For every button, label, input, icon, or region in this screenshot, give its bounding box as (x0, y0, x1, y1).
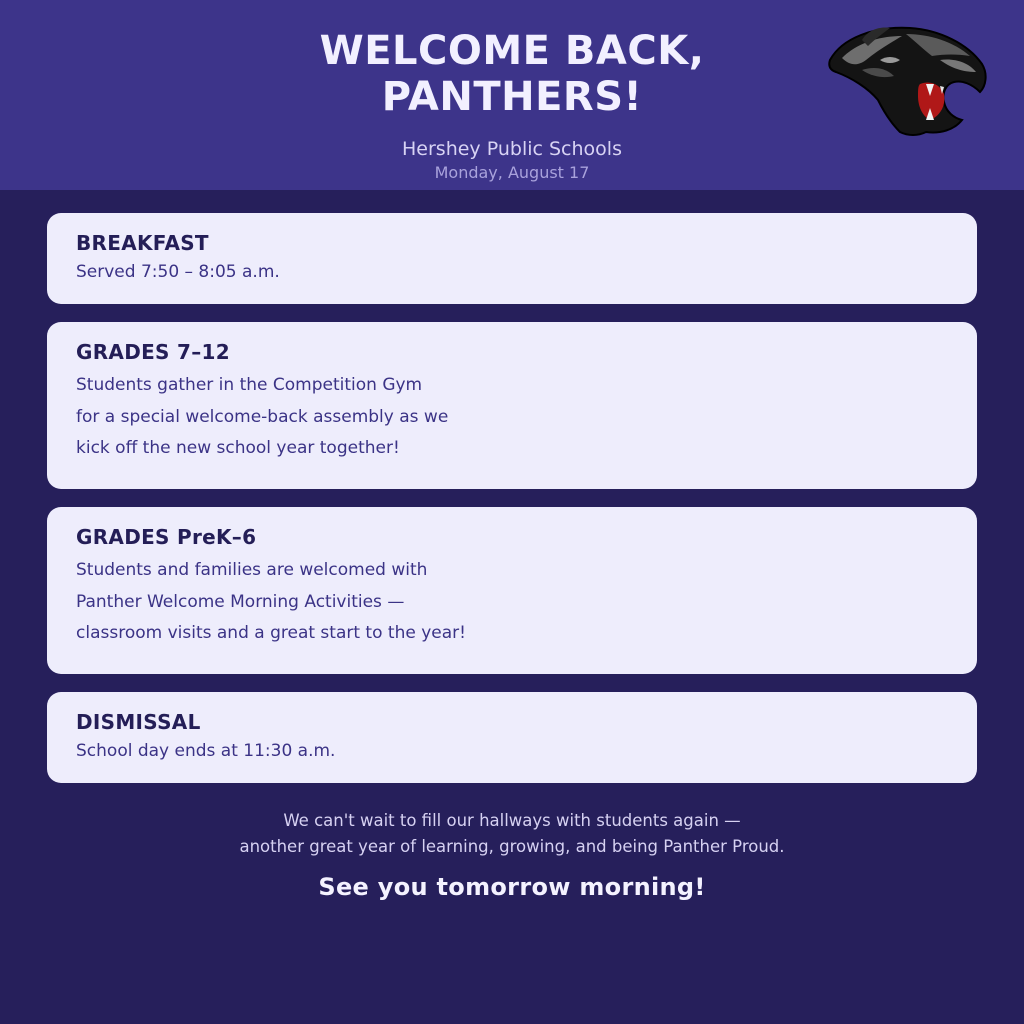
grades-prek-6-line: Panther Welcome Morning Activities — (76, 591, 405, 612)
title-line-2: PANTHERS! (381, 74, 643, 120)
grades-7-12-card (47, 322, 977, 489)
school-name: Hershey Public Schools (402, 138, 622, 160)
grades-prek-6-text (76, 555, 466, 650)
grades-prek-6-line: classroom visits and a great start to the year! (76, 623, 466, 643)
breakfast-line: Served 7:50 – 8:05 a.m. (76, 262, 280, 282)
breakfast-text (76, 261, 280, 283)
grades-7-12-line: Students gather in the Competition Gym (76, 375, 423, 395)
grades-7-12-line: kick off the new school year together! (76, 438, 400, 458)
grades-7-12-title: GRADES 7–12 (76, 340, 230, 364)
header-banner (0, 0, 1024, 190)
grades-prek-6-line: Students and families are welcomed with (76, 560, 428, 580)
grades-prek-6-title: GRADES PreK–6 (76, 525, 257, 549)
closing-line: We can't wait to fill our hallways with students again — (283, 811, 741, 830)
grades-7-12-line: for a special welcome-back assembly as we (76, 406, 449, 427)
dismissal-title: DISMISSAL (76, 710, 201, 734)
panther-head-icon (822, 20, 990, 140)
grades-prek-6-card (47, 507, 977, 674)
dismissal-card (47, 692, 977, 783)
title-line-1: WELCOME BACK, (319, 28, 705, 74)
closing-message (112, 808, 912, 860)
event-date: Monday, August 17 (434, 163, 590, 182)
closing-line: another great year of learning, growing, and being Panther Proud. (239, 837, 785, 856)
dismissal-text (76, 740, 335, 762)
breakfast-card (47, 213, 977, 304)
grades-7-12-text (76, 370, 448, 465)
breakfast-title: BREAKFAST (76, 231, 209, 255)
signoff-message: See you tomorrow morning! (318, 873, 706, 901)
page-title (212, 28, 812, 120)
dismissal-line: School day ends at 11:30 a.m. (76, 741, 336, 761)
